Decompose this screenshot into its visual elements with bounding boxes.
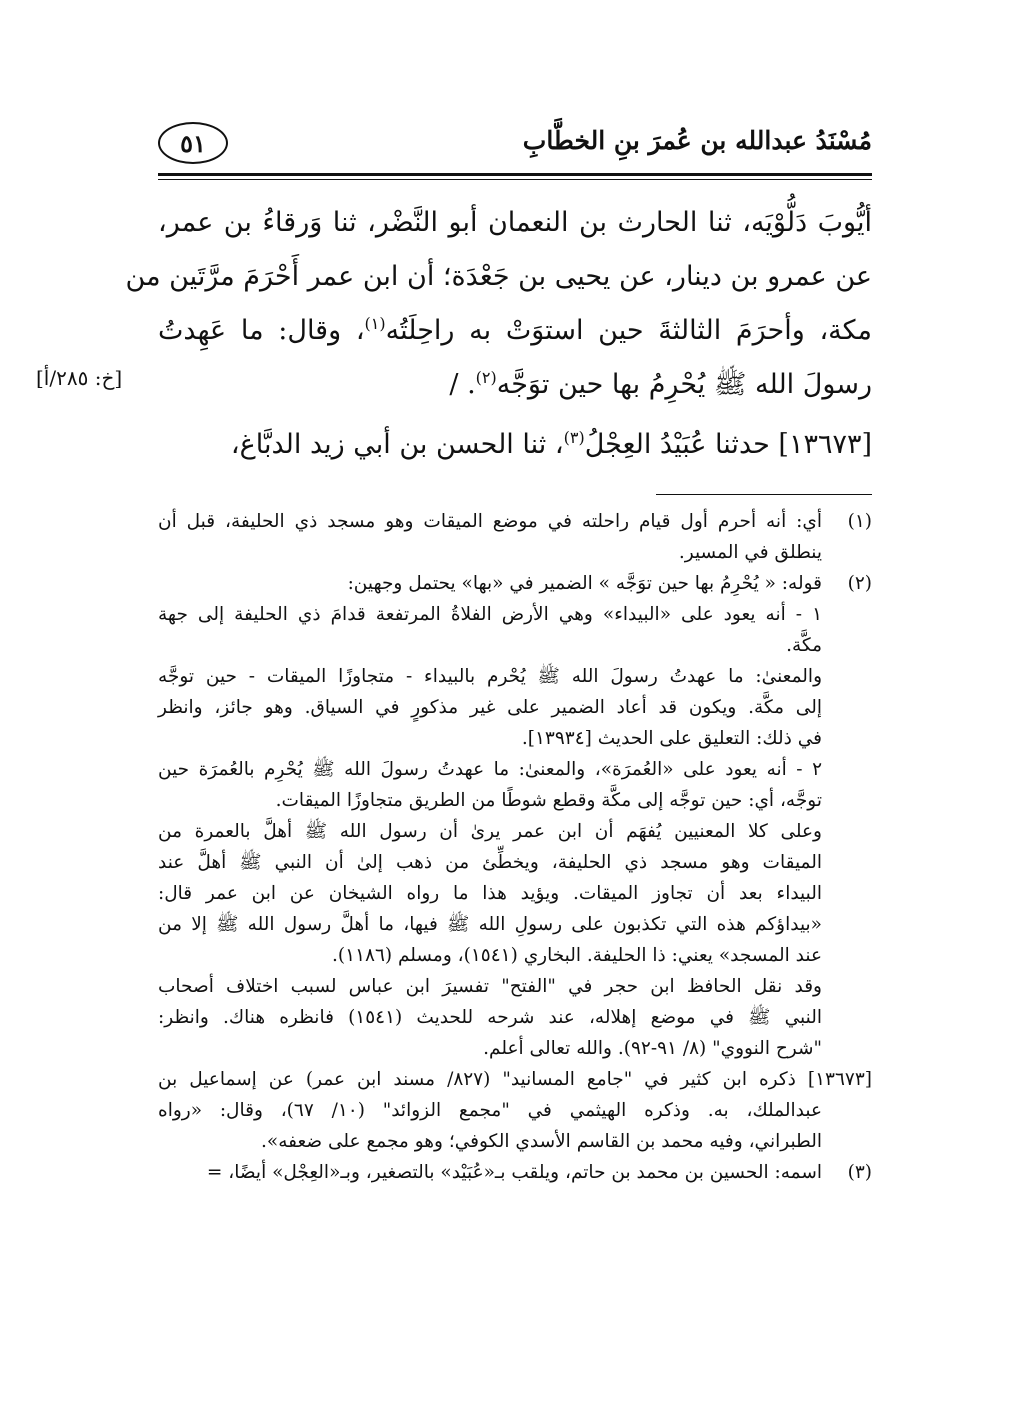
main-line-4-head: رسولَ الله ﷺ يُحْرِمُ بها حين توَجَّه <box>496 369 872 400</box>
main-line-4 <box>158 358 872 412</box>
footnote-line: الطبراني، وفيه محمد بن القاسم الأسدي الكوفي؛ وهو مجمع على ضعفه». <box>261 1131 822 1152</box>
footnote-line: ١ - أنه يعود على «البيداء» وهي الأرض الفلاةُ المرتفعة قدامَ ذي الحليفة إلى جهة <box>158 604 822 625</box>
footnote-2-marker: (٢) <box>847 573 872 594</box>
footnote-1 <box>158 506 872 568</box>
footnote-line: توجَّه، أي: حين توجَّه إلى مكَّة وقطع شوطًا من الطريق متجاوزًا الميقات. <box>275 790 822 811</box>
main-line-3 <box>158 304 872 358</box>
running-title: مُسْنَدُ عبدالله بن عُمرَ بنِ الخطَّابِ <box>522 126 872 155</box>
footnote-line: وعلى كلا المعنيين يُفهَم أن ابن عمر يرىٰ أن رسول الله ﷺ أهلَّ بالعمرة من <box>158 821 822 842</box>
main-text <box>125 196 873 472</box>
header-rule-thin <box>158 179 872 180</box>
footnote-3-marker: (٣) <box>847 1162 872 1183</box>
main-line-5-tail: ، ثنا الحسن بن أبي زيد الدبَّاغ، <box>230 429 564 460</box>
footnote-line: عند المسجد» يعني: ذا الحليفة. البخاري (١٥٤١)، ومسلم (١١٨٦). <box>332 945 822 966</box>
footnote-mark-3: (٣) <box>563 428 585 447</box>
footnote-line: ٢ - أنه يعود على «العُمرَة»، والمعنىٰ: ما عهدتُ رسولَ الله ﷺ يُحْرِم بالعُمرَة حين <box>158 759 822 780</box>
page-header <box>158 118 872 170</box>
footnote-line: اسمه: الحسين بن محمد بن حاتم، ويلقب بـ«عُبَيْد» بالتصغير، وبـ«العِجْل» أيضًا، = <box>206 1162 822 1183</box>
footnote-line: «بيداؤكم هذه التي تكذبون على رسولِ الله ﷺ فيها، ما أهلَّ رسول الله ﷺ إلا من <box>158 914 822 935</box>
footnote-line: عبدالملك، به. وذكره الهيثمي في "مجمع الزوائد" (١٠/ ٦٧)، وقال: «رواه <box>158 1100 822 1121</box>
footnotes <box>158 506 872 1188</box>
main-line-3-head: مكة، وأحرَمَ الثالثةَ حين استوَتْ به راحِلَتُه <box>385 315 873 346</box>
main-line-4-tail: . / <box>449 369 476 400</box>
main-line-2: عن عمرو بن دينار، عن يحيى بن جَعْدَة؛ أن ابن عمر أَحْرَمَ مرَّتَين من <box>125 261 872 292</box>
header-rule-thick <box>158 173 872 176</box>
footnote-line: مكَّة. <box>786 635 822 656</box>
footnote-line: في ذلك: التعليق على الحديث [١٣٩٣٤]. <box>521 728 822 749</box>
footnote-1-marker: (١) <box>847 511 872 532</box>
footnote-line: [١٣٦٧٣] ذكره ابن كثير في "جامع المسانيد" (٨٢٧/ مسند ابن عمر) عن إسماعيل بن <box>158 1069 872 1090</box>
footnote-line: الميقات وهو مسجد ذي الحليفة، ويخطِّئ من ذهب إلىٰ أن النبي ﷺ أهلَّ عند <box>158 852 822 873</box>
footnote-line: وقد نقل الحافظ ابن حجر في "الفتح" تفسيرَ ابن عباس لسبب اختلاف أصحاب <box>158 976 822 997</box>
manuscript-margin-reference: [خ: ٢٨٥/أ] <box>36 366 123 390</box>
takhrij-note <box>158 1064 872 1157</box>
footnote-line: البيداء بعد أن تجاوز الميقات. ويؤيد هذا ما رواه الشيخان عن ابن عمر قال: <box>158 883 823 904</box>
footnote-separator <box>656 494 872 495</box>
footnote-3 <box>158 1157 872 1188</box>
footnote-line: قوله: « يُحْرِمُ بها حين توَجَّه » الضمير في «بها» يحتمل وجهين: <box>347 573 822 594</box>
main-line-1: أيُّوبَ دَلُّوْيَه، ثنا الحارث بن النعمان أبو النَّضْر، ثنا وَرقاءُ بن عمر، <box>158 207 872 238</box>
footnote-mark-2: (٢) <box>475 368 497 387</box>
footnote-mark-1: (١) <box>364 314 386 333</box>
footnote-line: والمعنىٰ: ما عهدتُ رسولَ الله ﷺ يُحْرم بالبيداء - متجاوزًا الميقات - حين توجَّه <box>158 666 822 687</box>
main-line-5 <box>158 418 872 472</box>
footnote-line: أي: أنه أحرم أول قيام راحلته في موضع الميقات وهو مسجد ذي الحليفة، قبل أن <box>158 511 822 532</box>
main-line-3-tail: ، وقال: ما عَهِدتُ <box>158 315 365 346</box>
footnote-line: "شرح النووي" (٨/ ٩١-٩٢). والله تعالى أعلم. <box>483 1038 822 1059</box>
main-line-5-head: [١٣٦٧٣] حدثنا عُبَيْدُ العِجْلُ <box>584 429 872 460</box>
footnote-line: ينطلق في المسير. <box>678 542 822 563</box>
footnote-2 <box>158 568 872 1064</box>
footnote-line: النبي ﷺ في موضع إهلاله، عند شرحه للحديث (١٥٤١) فانظره هناك. وانظر: <box>158 1007 822 1028</box>
footnote-line: إلى مكَّة. ويكون قد أعاد الضمير على غير مذكورٍ في السياق. وهو جائز، وانظر <box>158 697 822 718</box>
page-number: ٥١ <box>158 122 228 164</box>
